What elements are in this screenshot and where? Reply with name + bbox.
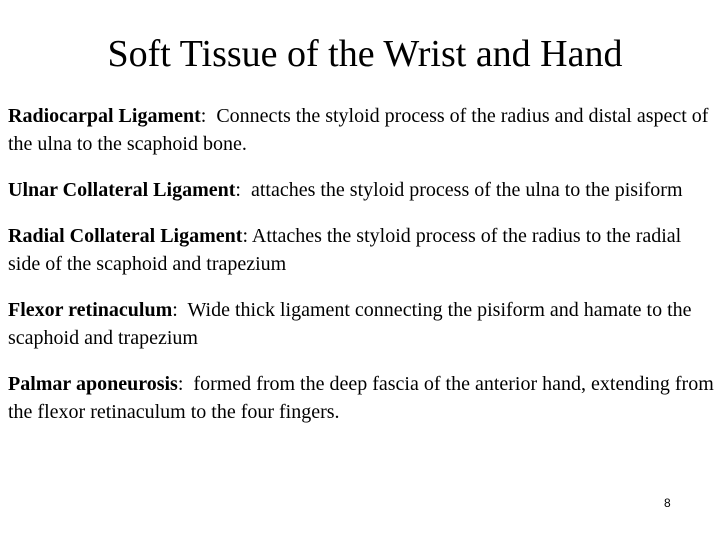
- definition-description: Wide thick ligament connecting the pisiform and hamate to the scaphoid and trapezium: [8, 299, 692, 349]
- definition-item: [8, 176, 716, 204]
- definition-item: [8, 296, 716, 352]
- definition-term: Flexor retinaculum: [8, 299, 173, 321]
- definition-separator: :: [172, 299, 188, 321]
- slide-body: [8, 102, 716, 444]
- definition-separator: :: [242, 225, 252, 247]
- definition-item: [8, 370, 716, 426]
- definition-item: [8, 222, 716, 278]
- definition-separator: :: [235, 179, 251, 201]
- definition-description: Connects the styloid process of the radius and distal aspect of the ulna to the scaphoid bone.: [8, 105, 709, 155]
- definition-term: Palmar aponeurosis: [8, 373, 178, 395]
- slide-title: Soft Tissue of the Wrist and Hand: [107, 33, 623, 75]
- definition-description: formed from the deep fascia of the anterior hand, extending from the flexor retinaculum to the four fingers.: [8, 373, 714, 423]
- definition-separator: :: [177, 373, 194, 395]
- definition-description: attaches the styloid process of the ulna to the pisiform: [250, 179, 683, 201]
- page-number: 8: [664, 496, 671, 510]
- definition-item: [8, 102, 716, 158]
- definition-term: Ulnar Collateral Ligament: [8, 179, 236, 201]
- definition-term: Radial Collateral Ligament: [8, 225, 243, 247]
- definition-term: Radiocarpal Ligament: [8, 105, 201, 127]
- definition-separator: :: [200, 105, 217, 127]
- definition-description: Attaches the styloid process of the radius to the radial side of the scaphoid and trapezium: [8, 225, 682, 275]
